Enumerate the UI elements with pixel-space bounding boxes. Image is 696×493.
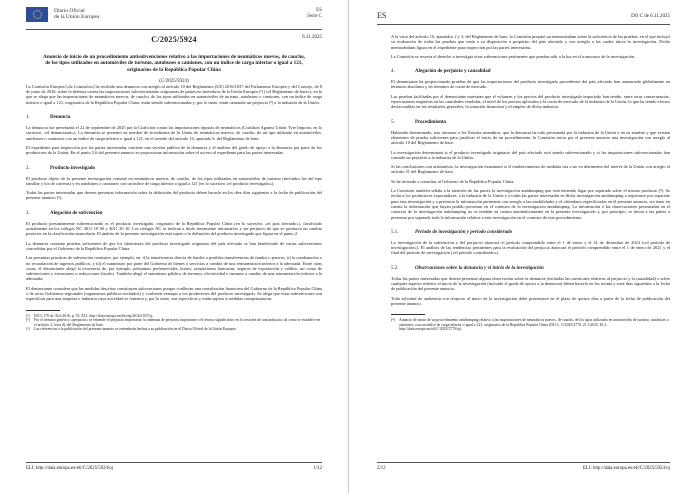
paragraph: Todas las partes interesadas que deseen presentar alguna observación sobre la denuncia (incluidas las cuestiones relativas al perjuicio y la causalidad) o sobre cualquier aspecto relativo al inicio de la investigación (incluido el grado de apoyo a la denuncia) deben hacerlo en los treinta y siete días siguientes a la fecha de publicación del presente anuncio. xyxy=(391,275,670,292)
notice-title: Anuncio de inicio de un procedimiento antisubvenciones relativo a las importaciones de neumáticos nuevos, de caucho, de los tipos utilizados en automóviles de turismo, autobuses o camiones, con un índice de carga inferior o igual a 121, originarios de la República Popular China xyxy=(43,54,305,73)
paragraph: Habiendo determinado, tras informar a los Estados miembros, que la denuncia ha sido presentada por la industria de la Unión o en su nombre y que existen elementos de prueba suficientes para justificar el inicio de un procedimiento, la Comisión inicia por el presente anuncio una investigación con arreglo al artículo 10 del Reglamento de base. xyxy=(391,129,670,146)
journal-header xyxy=(377,8,670,25)
journal-header xyxy=(26,5,322,30)
section-5 xyxy=(391,120,670,220)
footnote: (³) Las referencias a la publicación del presente anuncio se entenderán hechas a su publicación en el Diario Oficial de la Unión Europea. xyxy=(26,327,237,332)
footnote-divider xyxy=(26,310,60,311)
paragraph: El producto presuntamente subvencionado es el producto investigado, originario de la República Popular China (en lo sucesivo, «el país afectado»), clasificado actualmente en los códigos NC 4011 10 00 y 4011 20 10. Los códigos NC se indican a título meramente informativo y sin perjuicio de que se produzca un cambio posterior en la clasificación arancelaria. El ámbito de la presente investigación está sujeto a la definición del producto investigado que figura en el punto 2. xyxy=(26,220,322,237)
page-2 xyxy=(348,0,696,493)
section-heading: Alegación de perjuicio y causalidad xyxy=(415,69,491,75)
section-heading: Denuncia xyxy=(50,115,71,121)
notice-sub-id: (C/2025/5924) xyxy=(159,78,189,84)
section-number: 4. xyxy=(391,69,395,75)
paragraph: Todas las partes interesadas que deseen presentar información sobre la definición del producto deben hacerlo en los diez días siguientes a la fecha de publicación del presente anuncio (³). xyxy=(26,190,322,201)
footnote-divider xyxy=(391,314,425,315)
section-heading: Procedimiento xyxy=(415,119,447,125)
publication-date: 6.11.2025 xyxy=(302,35,322,40)
paragraph: El producto objeto de la presente investigación consiste en neumáticos nuevos, de caucho, de los tipos utilizados en automóviles de turismo (incluidos los del tipo familiar y los de carreras) y en autobuses o camiones con un índice de carga inferior o igual a 121 (en lo sucesivo «el producto investigado»). xyxy=(26,175,322,186)
section-number: 2. xyxy=(26,165,30,171)
paragraph: La investigación determinará si el producto investigado originario del país afectado está siendo subvencionado y si las importaciones subvencionadas han causado un perjuicio a la industria de la Unión. xyxy=(391,149,670,160)
paragraph: La denuncia contiene pruebas suficientes de que los fabricantes del producto investigado originario del país afectado se han beneficiado de varias subvenciones concedidas por el Gobierno de la República Popular China. xyxy=(26,240,322,251)
section-number: 5.1. xyxy=(391,229,399,235)
section-4 xyxy=(391,69,670,109)
paragraph: A la vista del artículo 10, apartados 2 y 3, del Reglamento de base, la Comisión preparó un memorándum sobre la suficiencia de las pruebas, en el que incluyó su evaluación de todas las pruebas que tenía a su disposición a propósito del país afectado y con arreglo a las cuales inicia la investigación. Dicho memorándum figura en el expediente para inspección por las partes interesadas. xyxy=(391,34,670,50)
paragraph: El denunciante ha proporcionado pruebas de que las importaciones del producto investigado procedentes del país afectado han aumentado globalmente en términos absolutos y en términos de cuota de mercado. xyxy=(391,79,670,90)
footnote: (⁴) Anuncio de inicio de un procedimiento antidumping relativo a las importaciones de neumáticos nuevos, de caucho, de los tipos utilizados en automóviles de turismo, autobuses o camiones, con un índice de carga inferior o igual a 121, originarios de la República Popular China (DO C, C/2025/2770, 21.5.2025, ELI: http://data.europa.eu/eli/C/2025/2770/oj). xyxy=(391,318,669,332)
paragraph: Toda solicitud de audiencia con respecto al inicio de la investigación debe presentarse en el plazo de quince días a partir de la fecha de publicación del presente anuncio. xyxy=(391,295,670,306)
footnote: (²) Por el término genérico «perjuicio» se entiende el perjuicio importante, la amenaza de perjuicio importante o el retraso significativo en la creación de una industria, tal como se establece en el artículo 2, letra d), del Reglamento de base. xyxy=(26,318,321,327)
page-number: 1/12 xyxy=(313,466,322,471)
section-2 xyxy=(26,166,322,201)
paragraph: Se ha invitado a consultas al Gobierno de la República Popular China. xyxy=(391,178,515,184)
paragraph: La Comisión se reserva el derecho a investigar otras subvenciones pertinentes que puedan salir a la luz en el transcurso de la investigación. xyxy=(391,53,636,59)
journal-name: Diario Oficial de la Unión Europea xyxy=(54,8,100,21)
paragraph: La investigación de la subvención y del perjuicio abarcará el período comprendido entre el 1 de enero y el 31 de diciembre de 2024 («el período de investigación»). El análisis de las tendencias pertinentes para la evaluación del perjuicio abarcará el período comprendido entre el 1 de enero de 2021 y el final del período de investigación («el período considerado»). xyxy=(391,239,670,256)
page-footer xyxy=(377,462,670,471)
footnotes xyxy=(26,314,322,332)
section-number: 5.2. xyxy=(391,265,399,271)
eli-link[interactable]: ELI: http://data.europa.eu/eli/C/2025/5924/oj xyxy=(583,466,670,471)
section-heading: Observaciones sobre la denuncia y el inicio de la investigación xyxy=(415,265,544,271)
section-heading: Período de investigación y período considerado xyxy=(415,229,513,235)
section-5-2 xyxy=(391,266,670,306)
document-id: C/2025/5924 xyxy=(151,35,197,44)
language-mark: ES xyxy=(377,11,387,20)
eu-flag-icon xyxy=(26,7,48,22)
paragraph: El denunciante considera que las medidas descritas constituyen subvenciones porque conllevan una contribución financiera del Gobierno de la República Popular China o de otros Gobiernos regionales (organismos públicos incluidos) y confieren ventajas a los productores del producto investigado. Se alega que estas subvenciones son específicas para una empresa o industria cuya actividad se fomenta y, por lo tanto, son específicas y están sujetas a medidas compensatorias. xyxy=(26,285,322,302)
section-number: 5. xyxy=(391,119,395,125)
intro-paragraph: La Comisión Europea («la Comisión») ha recibido una denuncia con arreglo al artículo 10 del Reglamento (UE) 2016/1037 del Parlamento Europeo y del Consejo, de 8 de junio de 2016, sobre la defensa contra las importaciones subvencionadas originarias de países no miembros de la Unión Europea (¹) («el Reglamento de base»), en la que se alega que las importaciones de neumáticos nuevos, de caucho, de los tipos utilizados en automóviles de turismo, autobuses o camiones, con un índice de carga inferior o igual a 121, originarios de la República Popular China, están siendo subvencionadas y, por lo tanto, están causando un perjuicio (²) a la industria de la Unión. xyxy=(26,83,322,105)
eli-link[interactable]: ELI: http://data.europa.eu/eli/C/2025/5924/oj xyxy=(26,466,113,471)
series-info: ES Serie C xyxy=(307,8,322,19)
section-heading: Alegación de subvención xyxy=(50,210,103,216)
section-1 xyxy=(26,115,322,155)
page-number: 2/12 xyxy=(377,466,386,471)
paragraph: Las pruebas facilitadas por el denunciante muestran que el volumen y los precios del producto investigado importado han tenido, entre otras consecuencias, repercusiones negativas en las cantidades vendidas, el nivel de los precios aplicados y la cuota de mercado de la industria de la Unión, lo que ha tenido efectos desfavorables en los resultados generales, la situación financiera y el empleo de dicha industria. xyxy=(391,93,670,110)
footnote-link[interactable]: DO L 176 de 30.6.2016, p. 55, ELI: http://data.europa.eu/eli/reg/2016/1037/oj. xyxy=(34,313,154,318)
section-number: 1. xyxy=(26,115,30,121)
section-3 xyxy=(26,211,322,302)
page-footer xyxy=(26,462,322,471)
section-heading: Producto investigado xyxy=(50,165,96,171)
paragraph: Las presuntas prácticas de subvención consisten, por ejemplo, en: i) la transferencia directa de fondos o posibles transferencias de fondos o pasivos, ii) la condonación o no recaudación de ingresos públicos, y iii) el suministro por parte del Gobierno de bienes o servicios a cambio de una remuneración inferior a la adecuada. Entre otras cosas, el denunciante alegó la existencia de, por ejemplo, préstamos preferenciales, bonos, aceptaciones bancarias, seguros de exportación y crédito, así como de subvenciones y exenciones o reducciones fiscales. También alegó el suministro público de terrenos, electricidad e insumos a cambio de una remuneración inferior a la adecuada. xyxy=(26,255,322,282)
section-5-1 xyxy=(391,230,670,256)
paragraph: Si las conclusiones son afirmativas, la investigación examinará si el establecimiento de medidas iría o no en detrimento del interés de la Unión con arreglo al artículo 31 del Reglamento de base. xyxy=(391,164,670,175)
journal-reference: DO C de 6.11.2025 xyxy=(631,14,670,19)
section-number: 3. xyxy=(26,210,30,216)
footnote: (¹) DO L 176 de 30.6.2016, p. 55, ELI: http://data.europa.eu/eli/reg/2016/1037/oj. xyxy=(26,313,154,318)
paragraph: El expediente para inspección por las partes interesadas contiene una versión pública de la denuncia y el análisis del grado de apoyo a la denuncia por parte de los productores de la Unión. En el punto 5.6 del presente anuncio se proporciona información sobre el acceso al expediente para las partes interesadas. xyxy=(26,144,322,156)
footnotes xyxy=(391,318,670,332)
paragraph: La Comisión también señala a la atención de las partes la investigación antidumping que está teniendo lugar por separado sobre el mismo producto (⁴). Se invita a los productores exportadores, a la industria de la Unión y a todas las partes interesadas en dicha investigación antidumping a registrarse por separado para esta investigación y a presentar la información pertinente con arreglo a las modalidades y el calendario especificados en el presente anuncio, sin tener en cuenta la información que hayan podido presentar en el contexto de la investigación antidumping. La información o las observaciones presentadas en el contexto de la investigación antidumping no se tendrán en cuenta automáticamente en la presente investigación y, por principio, se invita a las partes a presentar por separado toda la información relativa a esta investigación en el contexto de este procedimiento. xyxy=(391,188,670,220)
paragraph: La denuncia fue presentada el 22 de septiembre de 2025 por la Coalición contra las importaciones injustas de neumáticos (Coalition Against Unfair Tyre Imports; en lo sucesivo, «el denunciante»). La denuncia se presentó en nombre de la industria de la Unión de neumáticos nuevos, de caucho, de un tipo utilizado en automóviles, autobuses o camiones con un índice de carga inferior o igual a 121, en el sentido del artículo 10, apartado 6, del Reglamento de base. xyxy=(26,125,322,141)
